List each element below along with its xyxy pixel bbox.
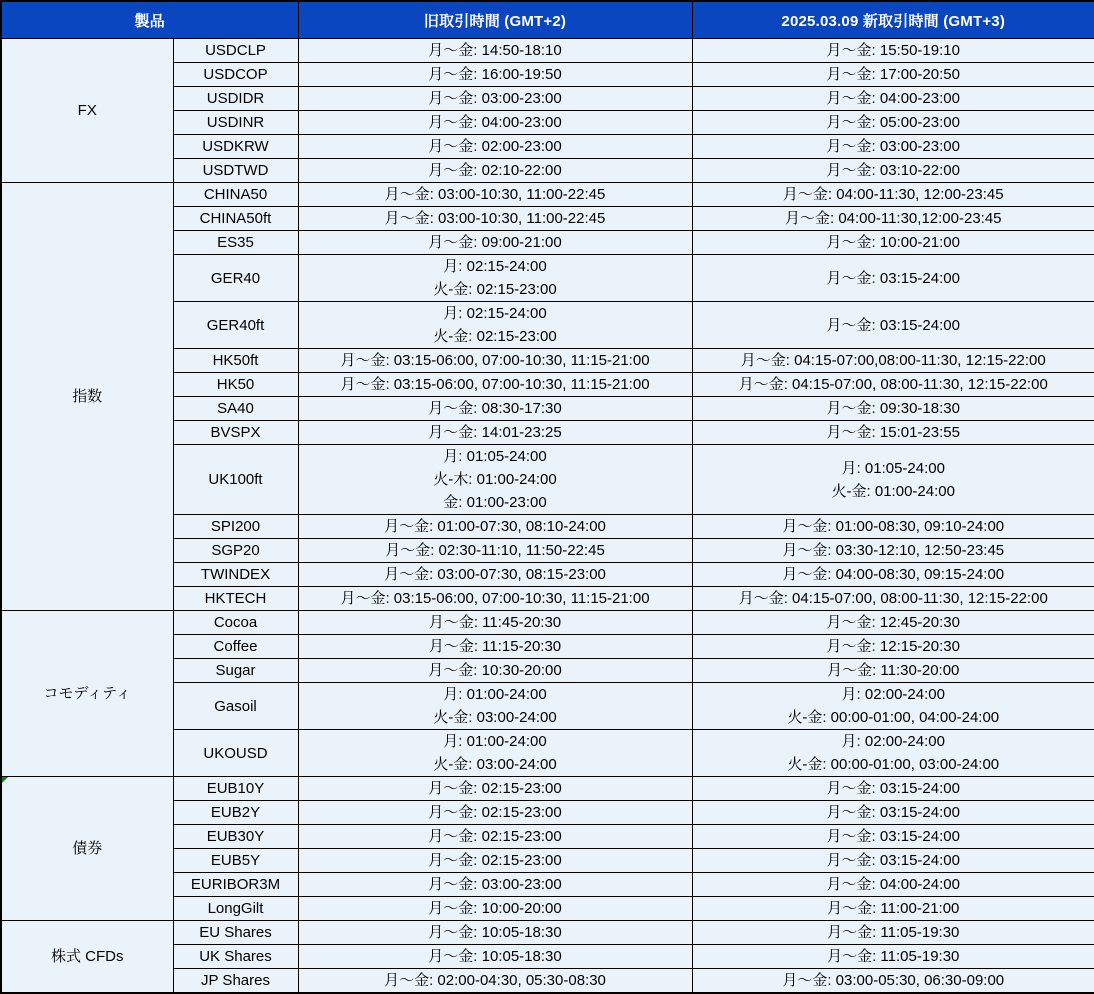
new-time-text: 月～金: 11:30-20:00 (693, 659, 1094, 682)
product-label: EUB2Y (211, 804, 260, 821)
product-label: EUB5Y (211, 852, 260, 869)
product-cell (173, 255, 298, 302)
old-time-text: 火-金: 03:00-24:00 (299, 753, 692, 776)
product-cell (173, 969, 298, 994)
product-label: EUB10Y (207, 780, 265, 797)
new-time-text: 火-金: 00:00-01:00, 04:00-24:00 (693, 706, 1094, 729)
old-time-text: 月: 01:00-24:00 (299, 730, 692, 753)
product-label: UK100ft (208, 471, 262, 488)
old-time-cell (298, 302, 692, 349)
new-time-text: 月～金: 03:15-24:00 (693, 314, 1094, 337)
new-time-text: 月～金: 03:15-24:00 (693, 777, 1094, 800)
new-time-text: 月～金: 09:30-18:30 (693, 397, 1094, 420)
product-label: SPI200 (211, 518, 260, 535)
new-time-cell (692, 897, 1094, 921)
old-time-cell (298, 777, 692, 801)
header-product: 製品 (1, 1, 298, 39)
new-time-text: 火-金: 00:00-01:00, 03:00-24:00 (693, 753, 1094, 776)
old-time-text: 月～金: 02:15-23:00 (299, 849, 692, 872)
category-cell (1, 921, 173, 994)
new-time-cell (692, 159, 1094, 183)
product-label: BVSPX (210, 424, 260, 441)
product-label: Gasoil (214, 698, 257, 715)
new-time-cell (692, 825, 1094, 849)
product-label: GER40ft (207, 317, 265, 334)
old-time-text: 月～金: 11:15-20:30 (299, 635, 692, 658)
product-label: SGP20 (211, 542, 259, 559)
header-new-time: 2025.03.09 新取引時間 (GMT+3) (692, 1, 1094, 39)
new-time-text: 月～金: 03:15-24:00 (693, 801, 1094, 824)
category-label: 指数 (72, 388, 102, 405)
old-time-text: 金: 01:00-23:00 (299, 491, 692, 514)
old-time-cell (298, 63, 692, 87)
old-time-text: 月～金: 02:10-22:00 (299, 159, 692, 182)
product-cell (173, 159, 298, 183)
new-time-text: 月～金: 03:10-22:00 (693, 159, 1094, 182)
old-time-cell (298, 231, 692, 255)
old-time-text: 月～金: 10:05-18:30 (299, 945, 692, 968)
new-time-cell (692, 183, 1094, 207)
product-cell (173, 373, 298, 397)
product-label: USDTWD (203, 162, 269, 179)
new-time-text: 月～金: 04:15-07:00, 08:00-11:30, 12:15-22:00 (693, 373, 1094, 396)
product-cell (173, 563, 298, 587)
new-time-text: 月～金: 11:00-21:00 (693, 897, 1094, 920)
old-time-cell (298, 255, 692, 302)
product-cell (173, 945, 298, 969)
product-cell (173, 777, 298, 801)
product-label: JP Shares (201, 972, 270, 989)
old-time-cell (298, 515, 692, 539)
new-time-text: 月～金: 12:15-20:30 (693, 635, 1094, 658)
new-time-cell (692, 111, 1094, 135)
new-time-cell (692, 302, 1094, 349)
new-time-cell (692, 421, 1094, 445)
product-cell (173, 515, 298, 539)
product-label: USDCOP (203, 66, 267, 83)
new-time-text: 月～金: 04:00-08:30, 09:15-24:00 (693, 563, 1094, 586)
old-time-text: 月: 02:15-24:00 (299, 302, 692, 325)
new-time-cell (692, 945, 1094, 969)
new-time-text: 月～金: 04:00-23:00 (693, 87, 1094, 110)
product-cell (173, 849, 298, 873)
new-time-cell (692, 445, 1094, 515)
product-label: ES35 (217, 234, 254, 251)
new-time-cell (692, 777, 1094, 801)
old-time-text: 月～金: 03:15-06:00, 07:00-10:30, 11:15-21:00 (299, 587, 692, 610)
product-label: CHINA50ft (200, 210, 272, 227)
product-cell (173, 63, 298, 87)
new-time-cell (692, 730, 1094, 777)
new-time-text: 月～金: 01:00-08:30, 09:10-24:00 (693, 515, 1094, 538)
table-row (1, 183, 1094, 207)
old-time-text: 月～金: 08:30-17:30 (299, 397, 692, 420)
product-cell (173, 921, 298, 945)
product-label: Cocoa (214, 614, 257, 631)
new-time-cell (692, 969, 1094, 994)
old-time-text: 月～金: 02:00-04:30, 05:30-08:30 (299, 969, 692, 992)
new-time-text: 月～金: 05:00-23:00 (693, 111, 1094, 134)
new-time-cell (692, 255, 1094, 302)
old-time-text: 月: 02:15-24:00 (299, 255, 692, 278)
product-label: LongGilt (208, 900, 264, 917)
new-time-cell (692, 349, 1094, 373)
product-cell (173, 183, 298, 207)
product-cell (173, 635, 298, 659)
old-time-cell (298, 207, 692, 231)
product-cell (173, 397, 298, 421)
product-label: TWINDEX (201, 566, 270, 583)
product-cell (173, 897, 298, 921)
old-time-cell (298, 135, 692, 159)
new-time-cell (692, 659, 1094, 683)
product-label: HK50ft (213, 352, 259, 369)
product-label: EUB30Y (207, 828, 265, 845)
product-label: UK Shares (199, 948, 272, 965)
new-time-text: 月～金: 04:15-07:00,08:00-11:30, 12:15-22:00 (693, 349, 1094, 372)
old-time-cell (298, 611, 692, 635)
header-row (1, 1, 1094, 39)
old-time-cell (298, 921, 692, 945)
old-time-text: 月～金: 02:15-23:00 (299, 801, 692, 824)
old-time-text: 月: 01:05-24:00 (299, 445, 692, 468)
product-label: Sugar (215, 662, 255, 679)
old-time-cell (298, 373, 692, 397)
old-time-text: 月～金: 11:45-20:30 (299, 611, 692, 634)
new-time-text: 火-金: 01:00-24:00 (693, 480, 1094, 503)
new-time-cell (692, 611, 1094, 635)
category-label: FX (78, 102, 97, 119)
product-label: SA40 (217, 400, 254, 417)
new-time-cell (692, 921, 1094, 945)
old-time-cell (298, 445, 692, 515)
old-time-text: 火-金: 02:15-23:00 (299, 325, 692, 348)
product-cell (173, 207, 298, 231)
product-cell (173, 659, 298, 683)
old-time-text: 月～金: 10:30-20:00 (299, 659, 692, 682)
corner-marker-icon (2, 777, 8, 783)
product-label: Coffee (214, 638, 258, 655)
old-time-text: 月～金: 03:00-23:00 (299, 873, 692, 896)
category-cell (1, 611, 173, 777)
new-time-text: 月～金: 12:45-20:30 (693, 611, 1094, 634)
new-time-text: 月～金: 03:30-12:10, 12:50-23:45 (693, 539, 1094, 562)
old-time-cell (298, 111, 692, 135)
table-row (1, 39, 1094, 63)
table-row (1, 777, 1094, 801)
old-time-cell (298, 539, 692, 563)
new-time-text: 月～金: 11:05-19:30 (693, 945, 1094, 968)
old-time-cell (298, 563, 692, 587)
old-time-text: 月～金: 03:00-07:30, 08:15-23:00 (299, 563, 692, 586)
product-label: USDINR (207, 114, 265, 131)
product-label: GER40 (211, 270, 260, 287)
old-time-text: 月～金: 02:00-23:00 (299, 135, 692, 158)
product-cell (173, 111, 298, 135)
new-time-cell (692, 135, 1094, 159)
new-time-text: 月～金: 03:15-24:00 (693, 849, 1094, 872)
header-old-time: 旧取引時間 (GMT+2) (298, 1, 692, 39)
old-time-text: 月～金: 03:15-06:00, 07:00-10:30, 11:15-21:00 (299, 373, 692, 396)
old-time-text: 月～金: 01:00-07:30, 08:10-24:00 (299, 515, 692, 538)
old-time-text: 月～金: 14:01-23:25 (299, 421, 692, 444)
old-time-cell (298, 945, 692, 969)
old-time-cell (298, 159, 692, 183)
product-cell (173, 445, 298, 515)
old-time-text: 月～金: 02:15-23:00 (299, 825, 692, 848)
product-cell (173, 825, 298, 849)
new-time-cell (692, 87, 1094, 111)
new-time-text: 月～金: 04:00-11:30,12:00-23:45 (693, 207, 1094, 230)
old-time-cell (298, 183, 692, 207)
product-cell (173, 349, 298, 373)
table-row (1, 921, 1094, 945)
old-time-text: 月～金: 16:00-19:50 (299, 63, 692, 86)
new-time-text: 月～金: 04:00-24:00 (693, 873, 1094, 896)
old-time-cell (298, 801, 692, 825)
product-cell (173, 539, 298, 563)
product-cell (173, 801, 298, 825)
old-time-cell (298, 635, 692, 659)
new-time-cell (692, 515, 1094, 539)
category-cell (1, 777, 173, 921)
old-time-text: 火-金: 03:00-24:00 (299, 706, 692, 729)
new-time-cell (692, 801, 1094, 825)
new-time-text: 月: 02:00-24:00 (693, 730, 1094, 753)
product-cell (173, 302, 298, 349)
new-time-cell (692, 63, 1094, 87)
category-cell (1, 183, 173, 611)
product-cell (173, 873, 298, 897)
old-time-text: 火-木: 01:00-24:00 (299, 468, 692, 491)
product-label: CHINA50 (204, 186, 267, 203)
product-label: USDIDR (207, 90, 265, 107)
new-time-text: 月～金: 15:01-23:55 (693, 421, 1094, 444)
old-time-cell (298, 730, 692, 777)
new-time-cell (692, 873, 1094, 897)
new-time-cell (692, 587, 1094, 611)
new-time-cell (692, 635, 1094, 659)
new-time-cell (692, 207, 1094, 231)
new-time-text: 月: 01:05-24:00 (693, 457, 1094, 480)
new-time-cell (692, 849, 1094, 873)
old-time-cell (298, 587, 692, 611)
old-time-cell (298, 825, 692, 849)
old-time-text: 月～金: 03:15-06:00, 07:00-10:30, 11:15-21:00 (299, 349, 692, 372)
old-time-text: 月～金: 10:00-20:00 (299, 897, 692, 920)
product-cell (173, 730, 298, 777)
old-time-cell (298, 683, 692, 730)
product-cell (173, 611, 298, 635)
product-cell (173, 587, 298, 611)
old-time-text: 月～金: 02:30-11:10, 11:50-22:45 (299, 539, 692, 562)
old-time-text: 火-金: 02:15-23:00 (299, 278, 692, 301)
product-label: HK50 (217, 376, 255, 393)
category-label: 債券 (72, 840, 102, 857)
product-label: USDCLP (205, 42, 266, 59)
new-time-text: 月～金: 03:00-05:30, 06:30-09:00 (693, 969, 1094, 992)
new-time-text: 月～金: 03:15-24:00 (693, 267, 1094, 290)
product-label: USDKRW (202, 138, 268, 155)
new-time-cell (692, 539, 1094, 563)
product-label: HKTECH (205, 590, 267, 607)
new-time-text: 月～金: 03:15-24:00 (693, 825, 1094, 848)
category-cell (1, 39, 173, 183)
new-time-cell (692, 373, 1094, 397)
new-time-text: 月～金: 10:00-21:00 (693, 231, 1094, 254)
table-row (1, 611, 1094, 635)
new-time-text: 月～金: 15:50-19:10 (693, 39, 1094, 62)
product-cell (173, 421, 298, 445)
new-time-cell (692, 397, 1094, 421)
new-time-text: 月～金: 03:00-23:00 (693, 135, 1094, 158)
new-time-cell (692, 231, 1094, 255)
product-cell (173, 683, 298, 730)
new-time-text: 月～金: 11:05-19:30 (693, 921, 1094, 944)
product-cell (173, 39, 298, 63)
product-label: UKOUSD (203, 745, 267, 762)
product-cell (173, 87, 298, 111)
old-time-cell (298, 421, 692, 445)
product-cell (173, 231, 298, 255)
product-cell (173, 135, 298, 159)
new-time-text: 月～金: 17:00-20:50 (693, 63, 1094, 86)
old-time-text: 月～金: 02:15-23:00 (299, 777, 692, 800)
category-label: コモディティ (43, 685, 131, 702)
old-time-cell (298, 349, 692, 373)
new-time-cell (692, 39, 1094, 63)
old-time-text: 月～金: 03:00-23:00 (299, 87, 692, 110)
old-time-text: 月～金: 03:00-10:30, 11:00-22:45 (299, 183, 692, 206)
old-time-cell (298, 873, 692, 897)
old-time-cell (298, 87, 692, 111)
old-time-cell (298, 897, 692, 921)
new-time-text: 月～金: 04:15-07:00, 08:00-11:30, 12:15-22:00 (693, 587, 1094, 610)
old-time-text: 月～金: 03:00-10:30, 11:00-22:45 (299, 207, 692, 230)
old-time-text: 月: 01:00-24:00 (299, 683, 692, 706)
old-time-cell (298, 39, 692, 63)
new-time-text: 月: 02:00-24:00 (693, 683, 1094, 706)
old-time-text: 月～金: 10:05-18:30 (299, 921, 692, 944)
old-time-cell (298, 397, 692, 421)
new-time-cell (692, 683, 1094, 730)
new-time-cell (692, 563, 1094, 587)
old-time-text: 月～金: 09:00-21:00 (299, 231, 692, 254)
old-time-cell (298, 969, 692, 994)
old-time-cell (298, 659, 692, 683)
old-time-text: 月～金: 14:50-18:10 (299, 39, 692, 62)
old-time-text: 月～金: 04:00-23:00 (299, 111, 692, 134)
product-label: EURIBOR3M (191, 876, 280, 893)
product-label: EU Shares (199, 924, 272, 941)
category-label: 株式 CFDs (51, 948, 124, 965)
new-time-text: 月～金: 04:00-11:30, 12:00-23:45 (693, 183, 1094, 206)
old-time-cell (298, 849, 692, 873)
